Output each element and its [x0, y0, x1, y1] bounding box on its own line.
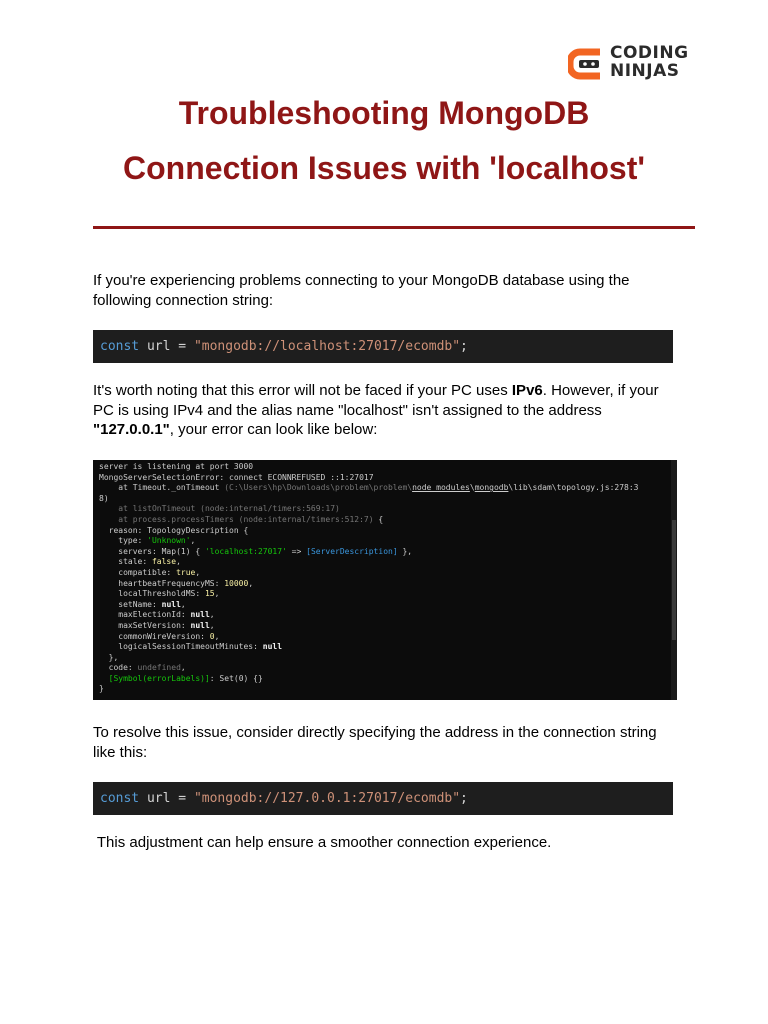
terminal-scroll-thumb — [672, 520, 676, 640]
terminal-line: type: 'Unknown', — [99, 536, 196, 546]
intro-paragraph: If you're experiencing problems connecting to your MongoDB database using the following connection string: — [93, 272, 630, 309]
terminal-line: maxElectionId: null, — [99, 610, 215, 620]
code-text: url = — [139, 791, 194, 806]
terminal-line: commonWireVersion: 0, — [99, 631, 220, 641]
coding-ninjas-logo — [568, 44, 703, 84]
title-divider — [93, 226, 695, 229]
note-text-c: . However, if your PC is using IPv4 and the alias name "localhost" isn't assigned to the address — [93, 382, 659, 419]
coding-ninjas-logo-icon — [568, 46, 604, 82]
note-text-a: It's worth noting that this error will not be faced if your PC uses — [93, 382, 512, 399]
terminal-line: at process.processTimers (node:internal/timers:512:7) { — [99, 514, 384, 524]
closing-paragraph: This adjustment can help ensure a smoother connection experience. — [93, 834, 552, 851]
note-ipv6: IPv6 — [511, 382, 543, 399]
page-title-line-2: Connection Issues with 'localhost' — [123, 150, 645, 186]
terminal-line: server is listening at port 3000 — [99, 462, 254, 471]
terminal-line: }, — [99, 652, 119, 662]
ipv6-note-paragraph — [93, 381, 683, 440]
code-string: "mongodb://127.0.0.1:27017/ecomdb" — [193, 791, 461, 806]
terminal-line: setName: null, — [99, 599, 186, 609]
terminal-line: compatible: true, — [99, 567, 201, 577]
terminal-line: at Timeout._onTimeout (C:\Users\hp\Downloads\problem\problem\node_modules\mongodb\lib\sdam\topology.js:278:3 — [99, 483, 639, 493]
terminal-line: at listOnTimeout (node:internal/timers:569:17) — [99, 504, 340, 514]
terminal-line: maxSetVersion: null, — [99, 620, 215, 630]
terminal-line: heartbeatFrequencyMS: 10000, — [99, 578, 254, 588]
logo-line-2: NINJAS — [610, 61, 680, 81]
code-text: url = — [139, 339, 194, 354]
resolve-paragraph: To resolve this issue, consider directly specifying the address in the connection string like this: — [93, 724, 657, 761]
note-text-e: , your error can look like below: — [169, 421, 378, 438]
note-address: "127.0.0.1" — [93, 421, 170, 438]
terminal-line: stale: false, — [99, 557, 181, 567]
page-title-line-1: Troubleshooting MongoDB — [178, 95, 590, 131]
logo-line-1: CODING — [610, 43, 689, 63]
terminal-line: 8) — [99, 493, 109, 503]
code-block-localhost — [93, 330, 673, 363]
error-terminal-screenshot — [93, 460, 677, 700]
terminal-line: localThresholdMS: 15, — [99, 589, 220, 599]
code-end: ; — [460, 339, 468, 354]
terminal-line: reason: TopologyDescription { — [99, 525, 249, 535]
terminal-line: code: undefined, — [99, 663, 186, 673]
terminal-line: servers: Map(1) { 'localhost:27017' => [ServerDescription] }, — [99, 546, 413, 556]
terminal-line: MongoServerSelectionError: connect ECONNREFUSED ::1:27017 — [99, 472, 374, 482]
terminal-line: [Symbol(errorLabels)]: Set(0) {} — [108, 673, 263, 683]
terminal-scrollbar — [671, 460, 677, 700]
code-keyword: const — [100, 791, 140, 806]
code-string: "mongodb://localhost:27017/ecomdb" — [193, 339, 461, 354]
code-block-ip-address — [93, 782, 673, 815]
terminal-line: logicalSessionTimeoutMinutes: null — [99, 642, 283, 652]
terminal-line: } — [99, 684, 104, 694]
code-keyword: const — [100, 339, 140, 354]
logo-wordmark — [610, 44, 689, 80]
code-end: ; — [460, 791, 468, 806]
